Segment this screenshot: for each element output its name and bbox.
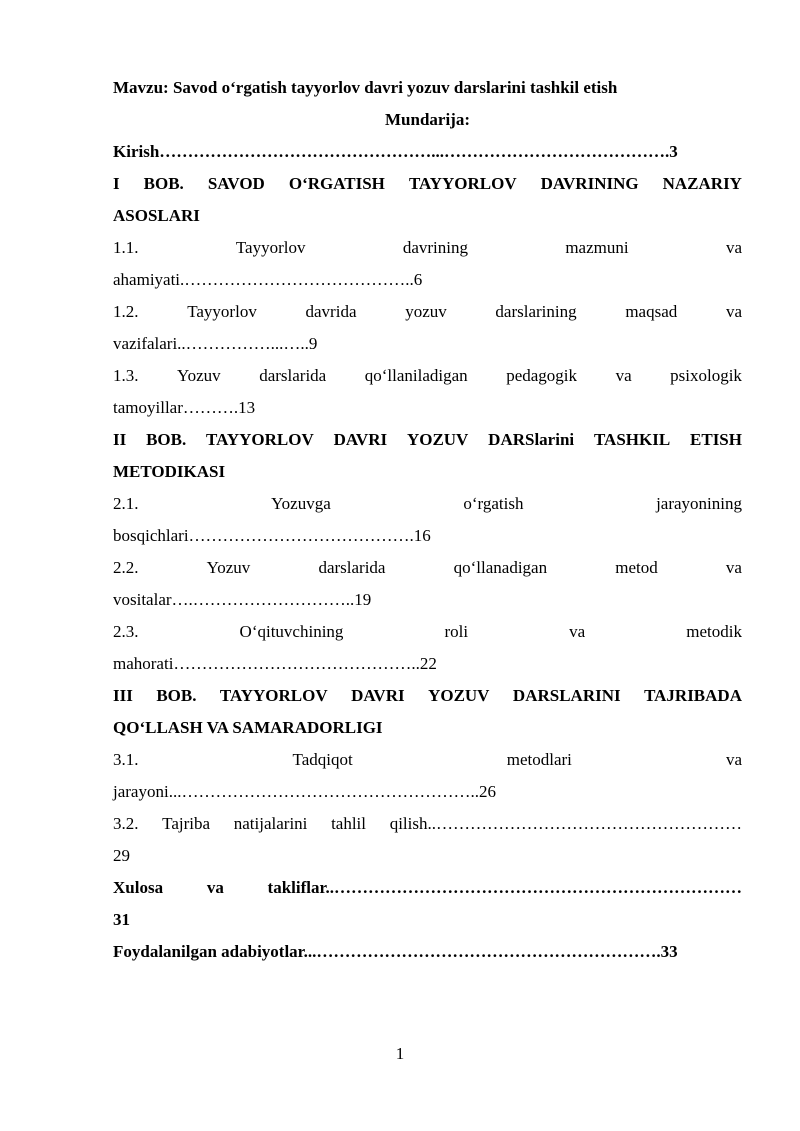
toc-section-3-2-line-2: 29 xyxy=(113,846,130,865)
toc-section-1-3-line-2: tamoyillar……….13 xyxy=(113,398,256,417)
word: takliflar..……………………………………………………………… xyxy=(267,878,742,897)
toc-section-3-2-line-1 xyxy=(113,808,742,840)
word: DARSlarini xyxy=(488,430,575,449)
word: DARSLARINI xyxy=(512,686,621,705)
word: pedagogik xyxy=(506,366,578,385)
toc-chapter-2-line-2: METODIKASI xyxy=(113,462,226,481)
word: roli xyxy=(444,622,469,641)
toc-section-3-1-line-2: jarayoni...……………………………………………..26 xyxy=(113,782,496,801)
word: 1.2. xyxy=(113,302,139,321)
word: Tayyorlov xyxy=(187,302,257,321)
word: Xulosa xyxy=(113,878,164,897)
word: 1.1. xyxy=(113,238,139,257)
word: O‘RGATISH xyxy=(288,174,385,193)
word: TAJRIBADA xyxy=(644,686,742,705)
word: III xyxy=(113,686,133,705)
word: 3.2. xyxy=(113,814,139,833)
word: mazmuni xyxy=(565,238,629,257)
word: O‘qituvchining xyxy=(239,622,344,641)
word: TAYYORLOV xyxy=(219,686,328,705)
toc-chapter-2-line-1 xyxy=(113,424,742,456)
word: Yozuv xyxy=(177,366,221,385)
word: DAVRINING xyxy=(540,174,639,193)
toc-entry-adabiyotlar: Foydalanilgan adabiyotlar...…………………………………………………….33 xyxy=(113,942,678,961)
toc-section-1-3-line-1 xyxy=(113,360,742,392)
word: Tadqiqot xyxy=(292,750,353,769)
word: va xyxy=(569,622,586,641)
toc-xulosa-line-2: 31 xyxy=(113,910,130,929)
word: 2.1. xyxy=(113,494,139,513)
word: maqsad xyxy=(625,302,678,321)
word: qo‘llanadigan xyxy=(453,558,548,577)
toc-section-2-1-line-2: bosqichlari………………………………….16 xyxy=(113,526,431,545)
word: ETISH xyxy=(690,430,742,449)
toc-section-2-2-line-2: vositalar….………………………..19 xyxy=(113,590,372,609)
page-number: 1 xyxy=(395,1044,405,1063)
word: 1.3. xyxy=(113,366,139,385)
word: psixologik xyxy=(670,366,742,385)
toc-entry-kirish: Kirish…………………………………………...………………………………….3 xyxy=(113,142,678,161)
word: qo‘llaniladigan xyxy=(364,366,468,385)
word: va xyxy=(206,878,224,897)
word: Tajriba xyxy=(162,814,211,833)
word: TAYYORLOV xyxy=(408,174,517,193)
word: metod xyxy=(615,558,658,577)
word: Yozuv xyxy=(206,558,251,577)
toc-chapter-1-line-2: ASOSLARI xyxy=(113,206,200,225)
word: Tayyorlov xyxy=(235,238,306,257)
toc-heading: Mundarija: xyxy=(385,110,470,129)
word: metodik xyxy=(686,622,742,641)
toc-section-2-3-line-1 xyxy=(113,616,742,648)
word: darslarining xyxy=(495,302,577,321)
word: TASHKIL xyxy=(593,430,671,449)
word: 2.2. xyxy=(113,558,139,577)
toc-section-1-2-line-2: vazifalari..……………...…..9 xyxy=(113,334,318,353)
word: darslarida xyxy=(318,558,386,577)
toc-xulosa-line-1 xyxy=(113,872,742,904)
word: jarayonining xyxy=(656,494,742,513)
word: YOZUV xyxy=(406,430,469,449)
word: II xyxy=(113,430,127,449)
word: 2.3. xyxy=(113,622,139,641)
toc-chapter-3-line-1 xyxy=(113,680,742,712)
word: yozuv xyxy=(405,302,447,321)
word: BOB. xyxy=(146,430,187,449)
toc-section-3-1-line-1 xyxy=(113,744,742,776)
word: NAZARIY xyxy=(662,174,742,193)
word: va xyxy=(725,238,742,257)
toc-chapter-3-line-2: QO‘LLASH VA SAMARADORLIGI xyxy=(113,718,383,737)
word: BOB. xyxy=(156,686,197,705)
word: va xyxy=(725,750,742,769)
word: davrida xyxy=(305,302,357,321)
word: DAVRI xyxy=(351,686,405,705)
document-page xyxy=(113,72,742,968)
word: natijalarini xyxy=(233,814,308,833)
word: va xyxy=(615,366,632,385)
toc-chapter-1-line-1 xyxy=(113,168,742,200)
word: va xyxy=(725,558,742,577)
word: davrining xyxy=(402,238,468,257)
word: Yozuvga xyxy=(271,494,331,513)
word: tahlil xyxy=(331,814,367,833)
word: I xyxy=(113,174,120,193)
word: darslarida xyxy=(259,366,327,385)
word: metodlari xyxy=(506,750,572,769)
word: va xyxy=(725,302,742,321)
toc-section-1-2-line-1 xyxy=(113,296,742,328)
topic-title: Mavzu: Savod o‘rgatish tayyorlov davri yozuv darslarini tashkil etish xyxy=(113,78,618,97)
word: SAVOD xyxy=(207,174,265,193)
word: BOB. xyxy=(143,174,184,193)
toc-section-2-2-line-1 xyxy=(113,552,742,584)
toc-section-1-1-line-2: ahamiyati.…………………………………..6 xyxy=(113,270,423,289)
word: qilish..……………………………………………… xyxy=(389,814,742,833)
word: YOZUV xyxy=(428,686,490,705)
toc-section-2-1-line-1 xyxy=(113,488,742,520)
toc-section-1-1-line-1 xyxy=(113,232,742,264)
word: 3.1. xyxy=(113,750,139,769)
toc-section-2-3-line-2: mahorati……………………………………..22 xyxy=(113,654,437,673)
word: TAYYORLOV xyxy=(206,430,314,449)
word: DAVRI xyxy=(333,430,388,449)
word: o‘rgatish xyxy=(463,494,524,513)
